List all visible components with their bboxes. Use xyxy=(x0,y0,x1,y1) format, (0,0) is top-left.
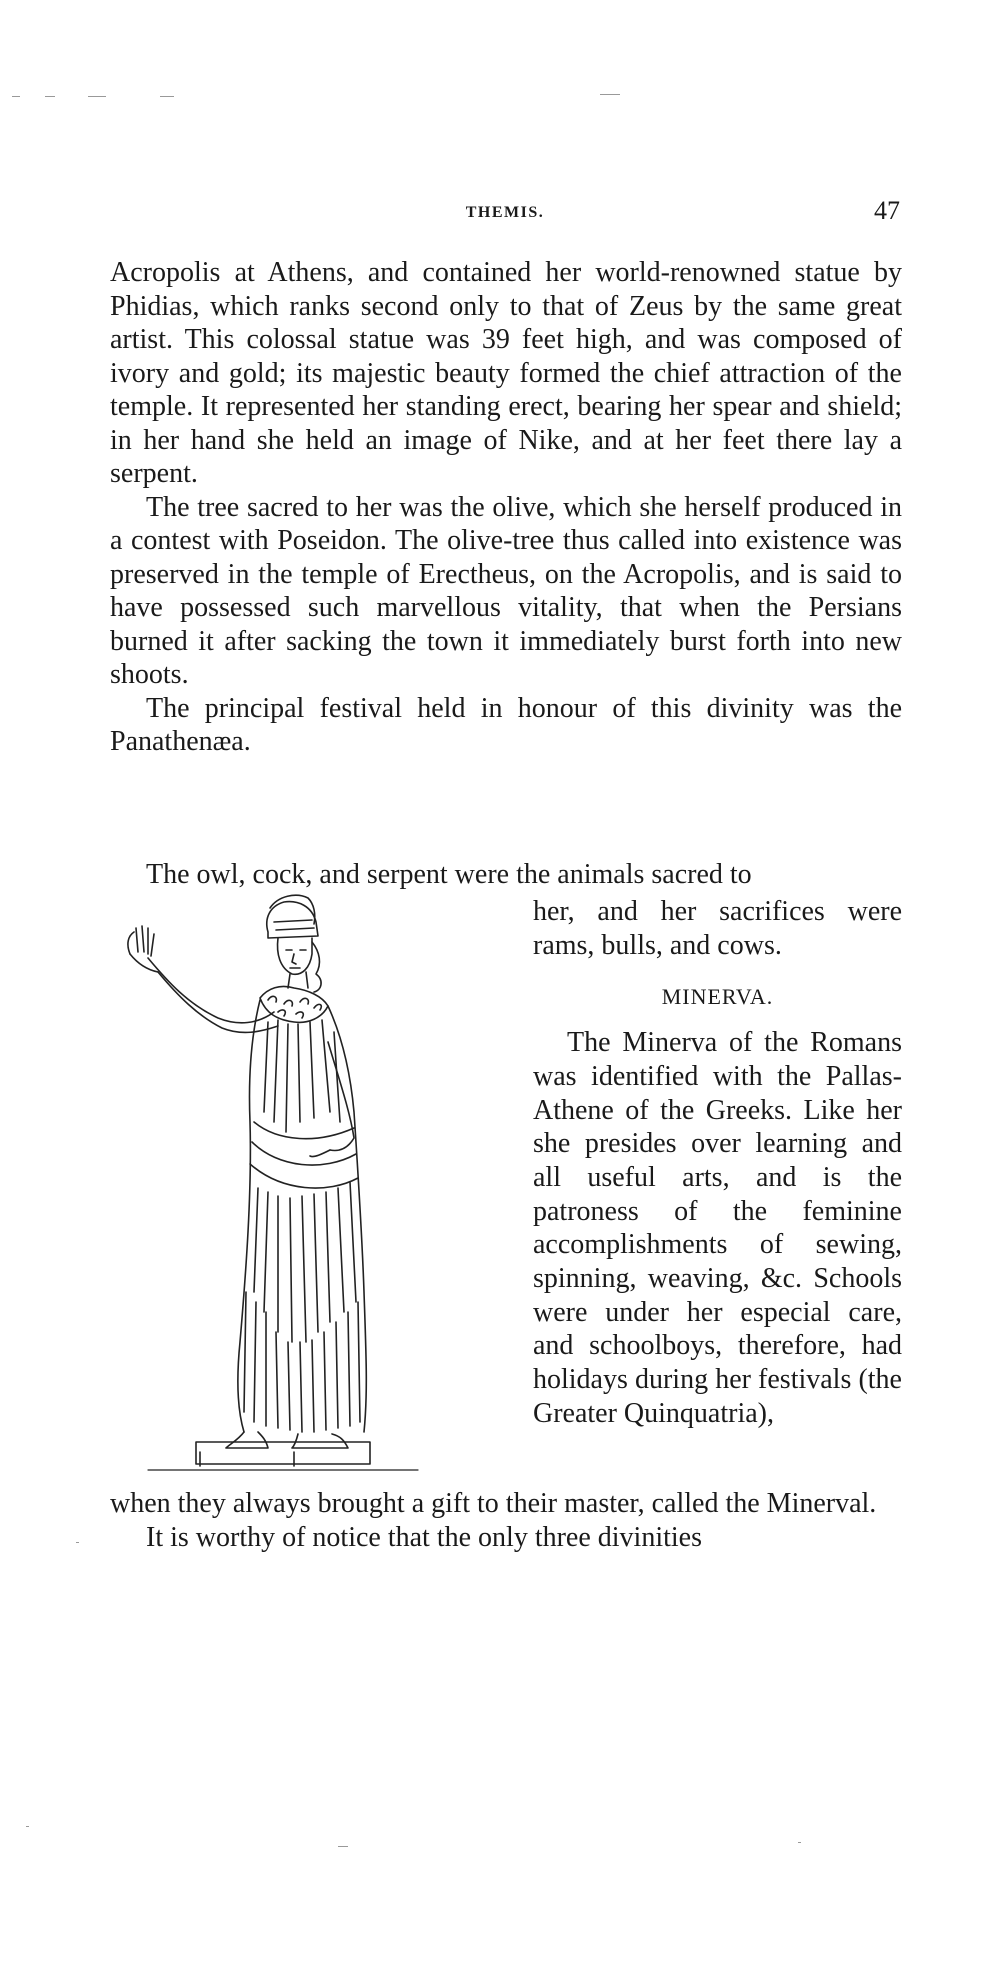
paragraph-continuation: her, and her sacrifices were rams, bulls, and cows. xyxy=(533,896,902,961)
paragraph: The Minerva of the Romans was identified with the Pallas-Athene of the Greeks. Like her she presides over learning and all useful arts, and is the patroness of the feminine accomplishments of sewing, spinning, weaving, &c. Schools were under her especial care, and schoolboys, therefore, had holidays during her festivals (the Greater Quinquatria), xyxy=(533,1027,902,1429)
paragraph: It is worthy of notice that the only three divinities xyxy=(146,1521,702,1553)
face xyxy=(278,938,312,974)
minerva-statue-illustration xyxy=(118,892,478,1477)
scan-speck xyxy=(160,96,174,97)
paragraph-first-line: The owl, cock, and serpent were the animals sacred to xyxy=(146,859,752,890)
robe-right-edge xyxy=(328,1006,366,1432)
text-block-top xyxy=(110,256,902,759)
running-head xyxy=(110,196,900,236)
paragraph: The principal festival held in honour of this divinity was the Panathenæa. xyxy=(110,692,902,757)
lowered-arm xyxy=(328,1042,354,1151)
right-foot xyxy=(292,1434,348,1448)
page-number: 47 xyxy=(874,196,900,225)
text-block-bottom xyxy=(110,1487,902,1554)
hand-palm xyxy=(130,954,158,972)
paragraph: Acropolis at Athens, and contained her world-renowned statue by Phidias, which ranks second only to that of Zeus by the same great artist. This colossal statue was 39 feet high, and was composed of ivory and gold; its majestic beauty formed the chief attraction of the temple. It represented her standing erect, bearing her spear and shield; in her hand she held an image of Nike, and at her feet there lay a serpent. xyxy=(110,257,902,489)
paragraph: The tree sacred to her was the olive, which she herself produced in a contest with Poseidon. The olive-tree thus called into existence was preserved in the temple of Erectheus, on the Acropolis, and is said to have possessed such marvellous vitality, that when the Persians burned it after sacking the town it immediately burst forth into new shoots. xyxy=(110,491,902,690)
scan-speck xyxy=(12,96,20,97)
paragraph-continuation: when they always brought a gift to their master, called the Minerval. xyxy=(110,1488,877,1519)
scan-speck xyxy=(338,1846,348,1847)
pedestal xyxy=(196,1442,370,1464)
wrapped-text-column xyxy=(533,895,902,1431)
scan-speck xyxy=(76,1542,79,1543)
running-title: THEMIS. xyxy=(465,204,545,221)
left-foot xyxy=(226,1432,268,1448)
hair xyxy=(312,942,321,992)
scan-speck xyxy=(600,94,620,95)
hand-fingers xyxy=(128,926,154,956)
scan-speck xyxy=(26,1826,29,1827)
section-heading: MINERVA. xyxy=(661,984,774,1010)
scan-speck xyxy=(798,1842,801,1843)
text-line-full-width xyxy=(110,858,902,892)
scan-speck xyxy=(88,96,106,97)
statue-engraving xyxy=(118,892,478,1477)
scan-speck xyxy=(45,96,55,97)
